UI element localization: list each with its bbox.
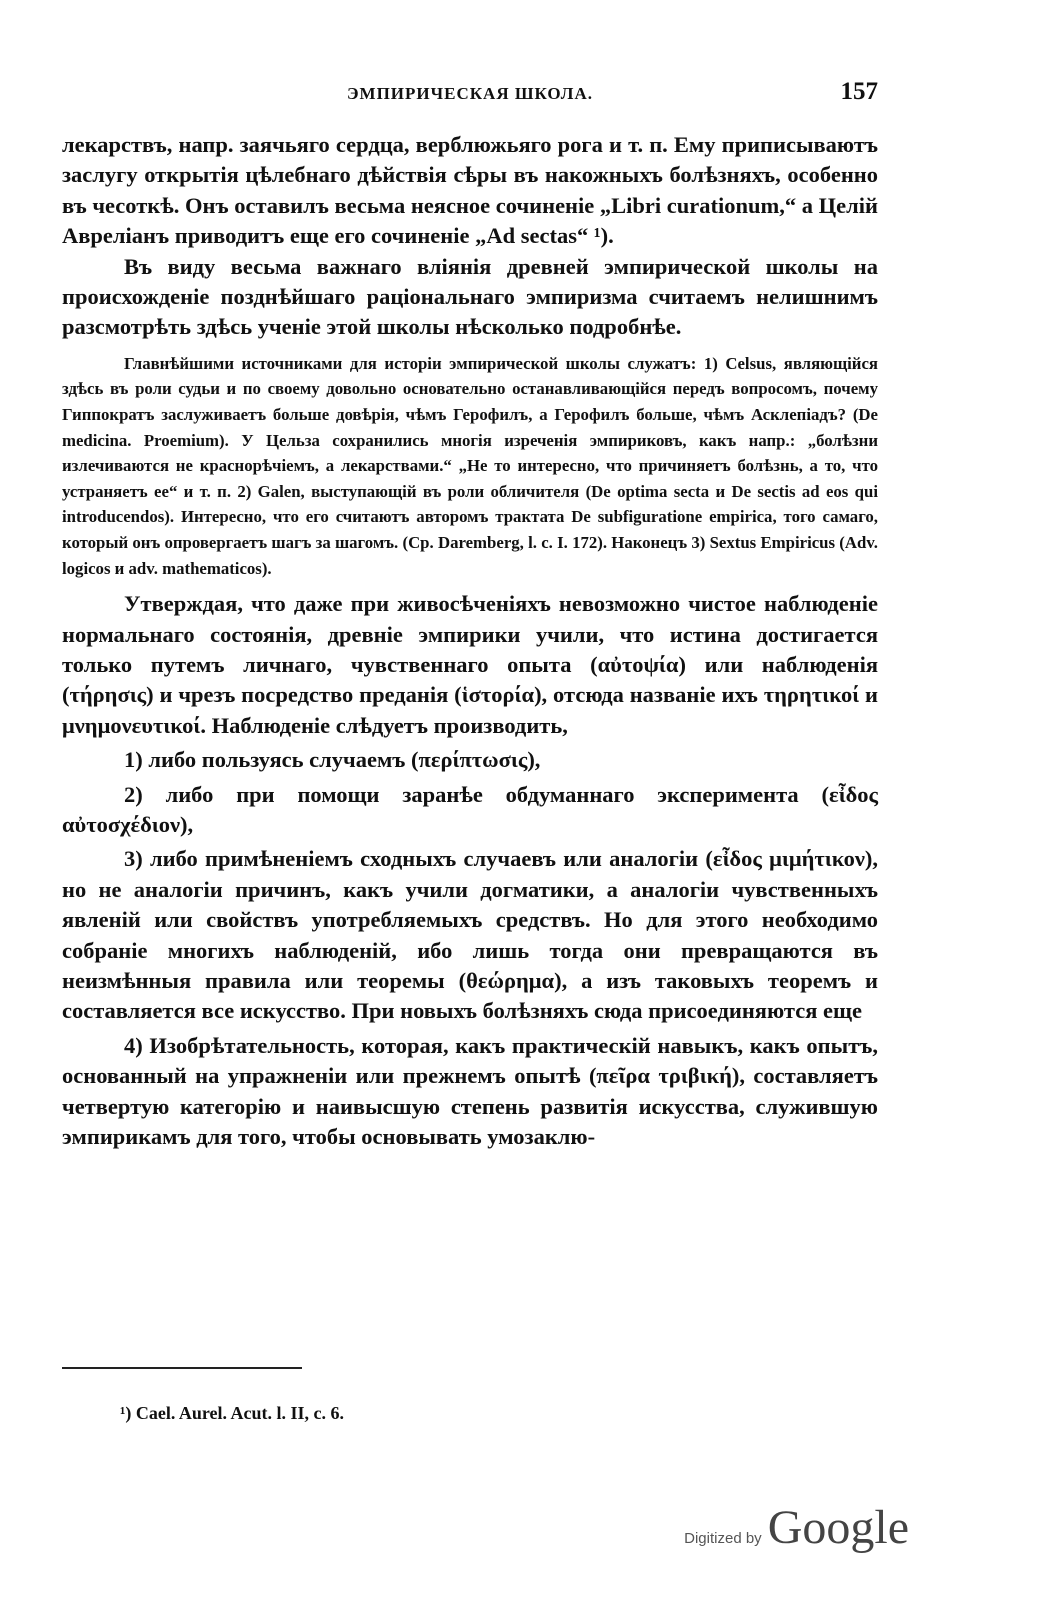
footnote: ¹) Cael. Aurel. Acut. l. II, c. 6. [120,1403,345,1423]
body-text [62,130,878,1153]
list-item-3: 3) либо примѣненіемъ сходныхъ случаевъ или аналогіи (εἶδος μιμήτικον), но не аналогіи причинъ, какъ учили догматики, а аналогіи чувственныхъ явленій или свойствъ употребляемыхъ средствъ. Но для этого необходимо собраніе многихъ наблюденій, ибо лишь тогда они превращаются въ неизмѣнныя правила или теоремы (θεώρημα), а изъ таковыхъ теоремъ и составляется все искусство. При новыхъ болѣзняхъ сюда присоединяются еще [62,846,878,1024]
page-number: 157 [840,78,878,105]
page-header [62,78,878,118]
list-item-4: 4) Изобрѣтательность, которая, какъ практическій навыкъ, какъ опытъ, основанный на упражненіи или прежнемъ опытѣ (πεῖρα τριβική), составляетъ четвертую категорію и наивысшую степень развитія искусства, служившую эмпирикамъ для того, чтобы основывать умозаклю- [62,1032,878,1150]
digitized-watermark [684,1500,909,1555]
list-item-2: 2) либо при помощи заранѣе обдуманнаго эксперимента (εἶδος αὐτοσχέδιον), [62,781,878,838]
footnote-divider [62,1367,302,1369]
paragraph-empiric-school: Въ виду весьма важнаго вліянія древней эмпирической школы на происхожденіе позднѣйшаго раціональнаго эмпиризма считаемъ нелишнимъ разсмотрѣть здѣсь ученіе этой школы нѣсколько подробнѣе. [62,253,878,340]
digitized-label: Digitized by [684,1530,762,1547]
paragraph-observation: Утверждая, что даже при живосѣченіяхъ невозможно чистое наблюденіе нормальнаго состоянія, древніе эмпирики учили, что истина достигается только путемъ личнаго, чувственнаго опыта (αὐτοψία) или наблюденія (τήρησις) и чрезъ посредство преданія (ἱστορία), отсюда названіе ихъ τηρητικοί и μνημονευτικοί. Наблюденіе слѣдуетъ производить, [62,591,878,738]
sources-note: Главнѣйшими источниками для исторіи эмпирической школы служатъ: 1) Celsus, являющійся здѣсь въ роли судьи и по своему довольно основательно останавливающійся передъ вопросомъ, почему Гиппократъ заслуживаетъ больше довѣрія, чѣмъ Герофилъ, а Герофилъ больше, чѣмъ Асклепіадъ? (De medicina. Proemium). У Цельза сохранились многія изреченія эмпириковъ, какъ напр.: „болѣзни излечиваются не краснорѣчіемъ, а лекарствами.“ „Не то интересно, что причиняетъ болѣзнь, а то, что устраняетъ ее“ и т. п. 2) Galen, выступающій въ роли обличителя (De optima secta и De sectis ad eos qui introducendos). Интересно, что его считаютъ авторомъ трактата De subfiguratione empirica, того самаго, который онъ опровергаетъ шагъ за шагомъ. (Ср. Daremberg, l. c. I. 172). Наконецъ 3) Sextus Empiricus (Adv. logicos и adv. mathematicos). [62,353,878,578]
list-item-1: 1) либо пользуясь случаемъ (περίπτωσις), [124,747,541,773]
google-logo: Google [767,1501,909,1554]
paragraph-continuation: лекарствъ, напр. заячьяго сердца, верблюжьяго рога и т. п. Ему приписываютъ заслугу открытія цѣлебнаго дѣйствія сѣры въ накожныхъ болѣзняхъ, особенно въ чесоткѣ. Онъ оставилъ весьма неясное сочиненіе „Libri curationum,“ а Целій Авреліанъ приводитъ еще его сочиненіе „Ad sectas“ ¹). [62,132,878,249]
running-title: ЭМПИРИЧЕСКАЯ ШКОЛА. [347,84,593,103]
